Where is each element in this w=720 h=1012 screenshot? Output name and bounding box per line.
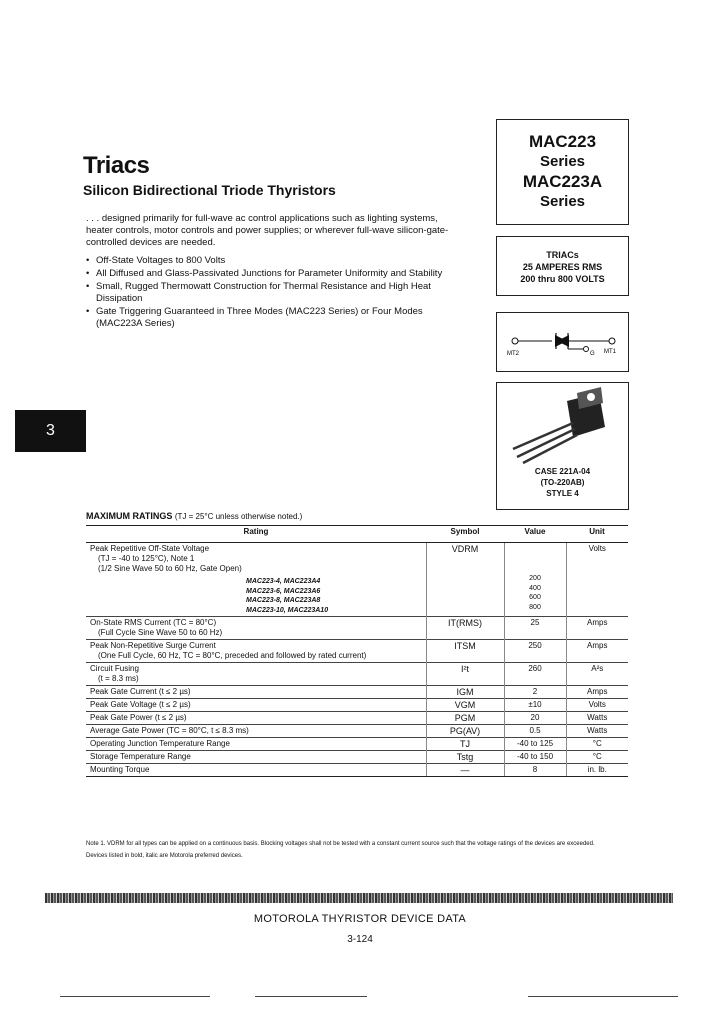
col-rating: Rating [86,526,426,543]
vdrm-value: 600 [529,594,541,601]
rating-cell [86,640,426,663]
col-value: Value [504,526,566,543]
table-row [86,699,628,712]
vdrm-line-2: (TJ = -40 to 125°C), Note 1 [98,554,195,563]
symbol-cell: IGM [426,686,504,699]
unit-cell: °C [566,751,628,764]
package-type: (TO-220AB) [540,478,585,487]
value-cell: 25 [504,617,566,640]
value-cell [504,543,566,617]
package-style: STYLE 4 [546,489,579,498]
value-cell: 2 [504,686,566,699]
footer-rule [255,996,367,997]
symbol-cell: VDRM [426,543,504,617]
table-row [86,725,628,738]
list-item: • Gate Triggering Guaranteed in Three Modes (MAC223 Series) or Four Modes (MAC223A Series) [86,306,456,330]
unit-cell: Watts [566,712,628,725]
series-line-1: MAC223 [528,132,597,151]
unit-cell: Amps [566,686,628,699]
series-line-2: Series [539,153,586,170]
section-tab: 3 [15,410,86,452]
triac-line-1: TRIACs [546,250,579,260]
unit-cell: Amps [566,640,628,663]
table-row [86,617,628,640]
mt2-label: MT2 [507,351,519,357]
list-item: • Off-State Voltages to 800 Volts [86,255,456,267]
rating-detail: (One Full Cycle, 60 Hz, TC = 80°C, preceded and followed by rated current) [98,651,367,660]
table-row [86,751,628,764]
triac-line-2: 25 AMPERES RMS [522,262,603,272]
triac-symbol-box [496,312,629,372]
intro-paragraph: . . . designed primarily for full-wave ac control applications such as lighting systems, heater controls, motor controls and power supplies; or wherever full-wave silicon-gate-controlled devices are needed. [86,213,449,248]
table-row [86,543,628,617]
unit-cell: A²s [566,663,628,686]
vdrm-value: 200 [529,575,541,582]
ratings-heading [86,511,302,521]
ratings-table [86,525,628,777]
triac-line-3: 200 thru 800 VOLTS [520,274,605,284]
feature-list [86,255,456,331]
value-cell: 0.5 [504,725,566,738]
page-number: 3-124 [347,934,373,945]
table-row [86,686,628,699]
unit-cell: Amps [566,617,628,640]
vdrm-value: 800 [529,603,541,611]
package-case: CASE 221A-04 [534,467,591,476]
series-line-3: MAC223A [522,172,603,191]
unit-cell: Watts [566,725,628,738]
rating-cell [86,617,426,640]
symbol-cell: IT(RMS) [426,617,504,640]
value-cell: 8 [504,764,566,777]
unit-cell: in. lb. [566,764,628,777]
value-cell: -40 to 125 [504,738,566,751]
symbol-cell: — [426,764,504,777]
rating-cell: Mounting Torque [86,764,426,777]
value-cell: 260 [504,663,566,686]
note-2: Devices listed in bold, italic are Motorola preferred devices. [86,853,243,859]
table-row [86,640,628,663]
value-cell: -40 to 150 [504,751,566,764]
rating-text: On-State RMS Current (TC = 80°C) [90,618,217,627]
note-1: Note 1. VDRM for all types can be applied on a continuous basis. Blocking voltages shall not be tested with a constant current source such that the voltage ratings of the devices are exceeded. [86,841,595,847]
rating-detail: (Full Cycle Sine Wave 50 to 60 Hz) [98,628,223,637]
rating-cell: Storage Temperature Range [86,751,426,764]
value-cell: 20 [504,712,566,725]
vdrm-part-list [90,577,422,615]
symbol-cell: TJ [426,738,504,751]
symbol-cell: ITSM [426,640,504,663]
value-cell: 250 [504,640,566,663]
table-row [86,738,628,751]
vdrm-line-3: (1/2 Sine Wave 50 to 60 Hz, Gate Open) [98,564,242,573]
list-item: • All Diffused and Glass-Passivated Junctions for Parameter Uniformity and Stability [86,268,456,280]
ratings-title: MAXIMUM RATINGS [86,511,173,521]
triac-symbol-icon [497,313,628,371]
vdrm-line-1: Peak Repetitive Off-State Voltage [90,544,210,553]
symbol-cell: Tstg [426,751,504,764]
rating-cell: Operating Junction Temperature Range [86,738,426,751]
rating-cell: Peak Gate Current (t ≤ 2 µs) [86,686,426,699]
triac-summary-box [496,236,629,296]
rating-cell: Average Gate Power (TC = 80°C, t ≤ 8.3 ms) [86,725,426,738]
rating-text: Circuit Fusing [90,664,139,673]
to220-package-icon [497,383,628,465]
part-number: MAC223-10, MAC223A10 [246,606,329,614]
rating-cell: Peak Gate Voltage (t ≤ 2 µs) [86,699,426,712]
rating-cell: Peak Gate Power (t ≤ 2 µs) [86,712,426,725]
divider-band [45,893,673,903]
series-box [496,119,629,225]
rating-text: Peak Non-Repetitive Surge Current [90,641,216,650]
symbol-cell: PGM [426,712,504,725]
symbol-cell: VGM [426,699,504,712]
ratings-condition: (TJ = 25°C unless otherwise noted.) [174,512,303,521]
table-row [86,663,628,686]
part-number: MAC223-6, MAC223A6 [246,587,321,595]
col-unit: Unit [566,526,628,543]
list-item: • Small, Rugged Thermowatt Construction for Thermal Resistance and High Heat Dissipation [86,281,456,305]
footer-title: MOTOROLA THYRISTOR DEVICE DATA [253,913,467,925]
table-row [86,764,628,777]
rating-cell [86,663,426,686]
page-subtitle: Silicon Bidirectional Triode Thyristors [83,182,336,198]
value-cell: ±10 [504,699,566,712]
unit-cell: Volts [566,543,628,617]
table-header-row [86,526,628,543]
vdrm-value: 400 [529,584,541,592]
gate-label: G [590,351,595,357]
series-line-4: Series [539,193,586,210]
notes [86,840,626,860]
table-row [86,712,628,725]
symbol-cell: PG(AV) [426,725,504,738]
unit-cell: Volts [566,699,628,712]
unit-cell: °C [566,738,628,751]
rating-detail: (t = 8.3 ms) [98,674,139,683]
page-title: Triacs [83,152,150,179]
part-number: MAC223-4, MAC223A4 [246,578,321,585]
rating-cell [86,543,426,617]
footer-rule [528,996,678,997]
symbol-cell: I²t [426,663,504,686]
part-number: MAC223-8, MAC223A8 [246,597,321,604]
col-symbol: Symbol [426,526,504,543]
mt1-label: MT1 [604,349,616,355]
package-caption [496,466,629,499]
footer-rule [60,996,210,997]
